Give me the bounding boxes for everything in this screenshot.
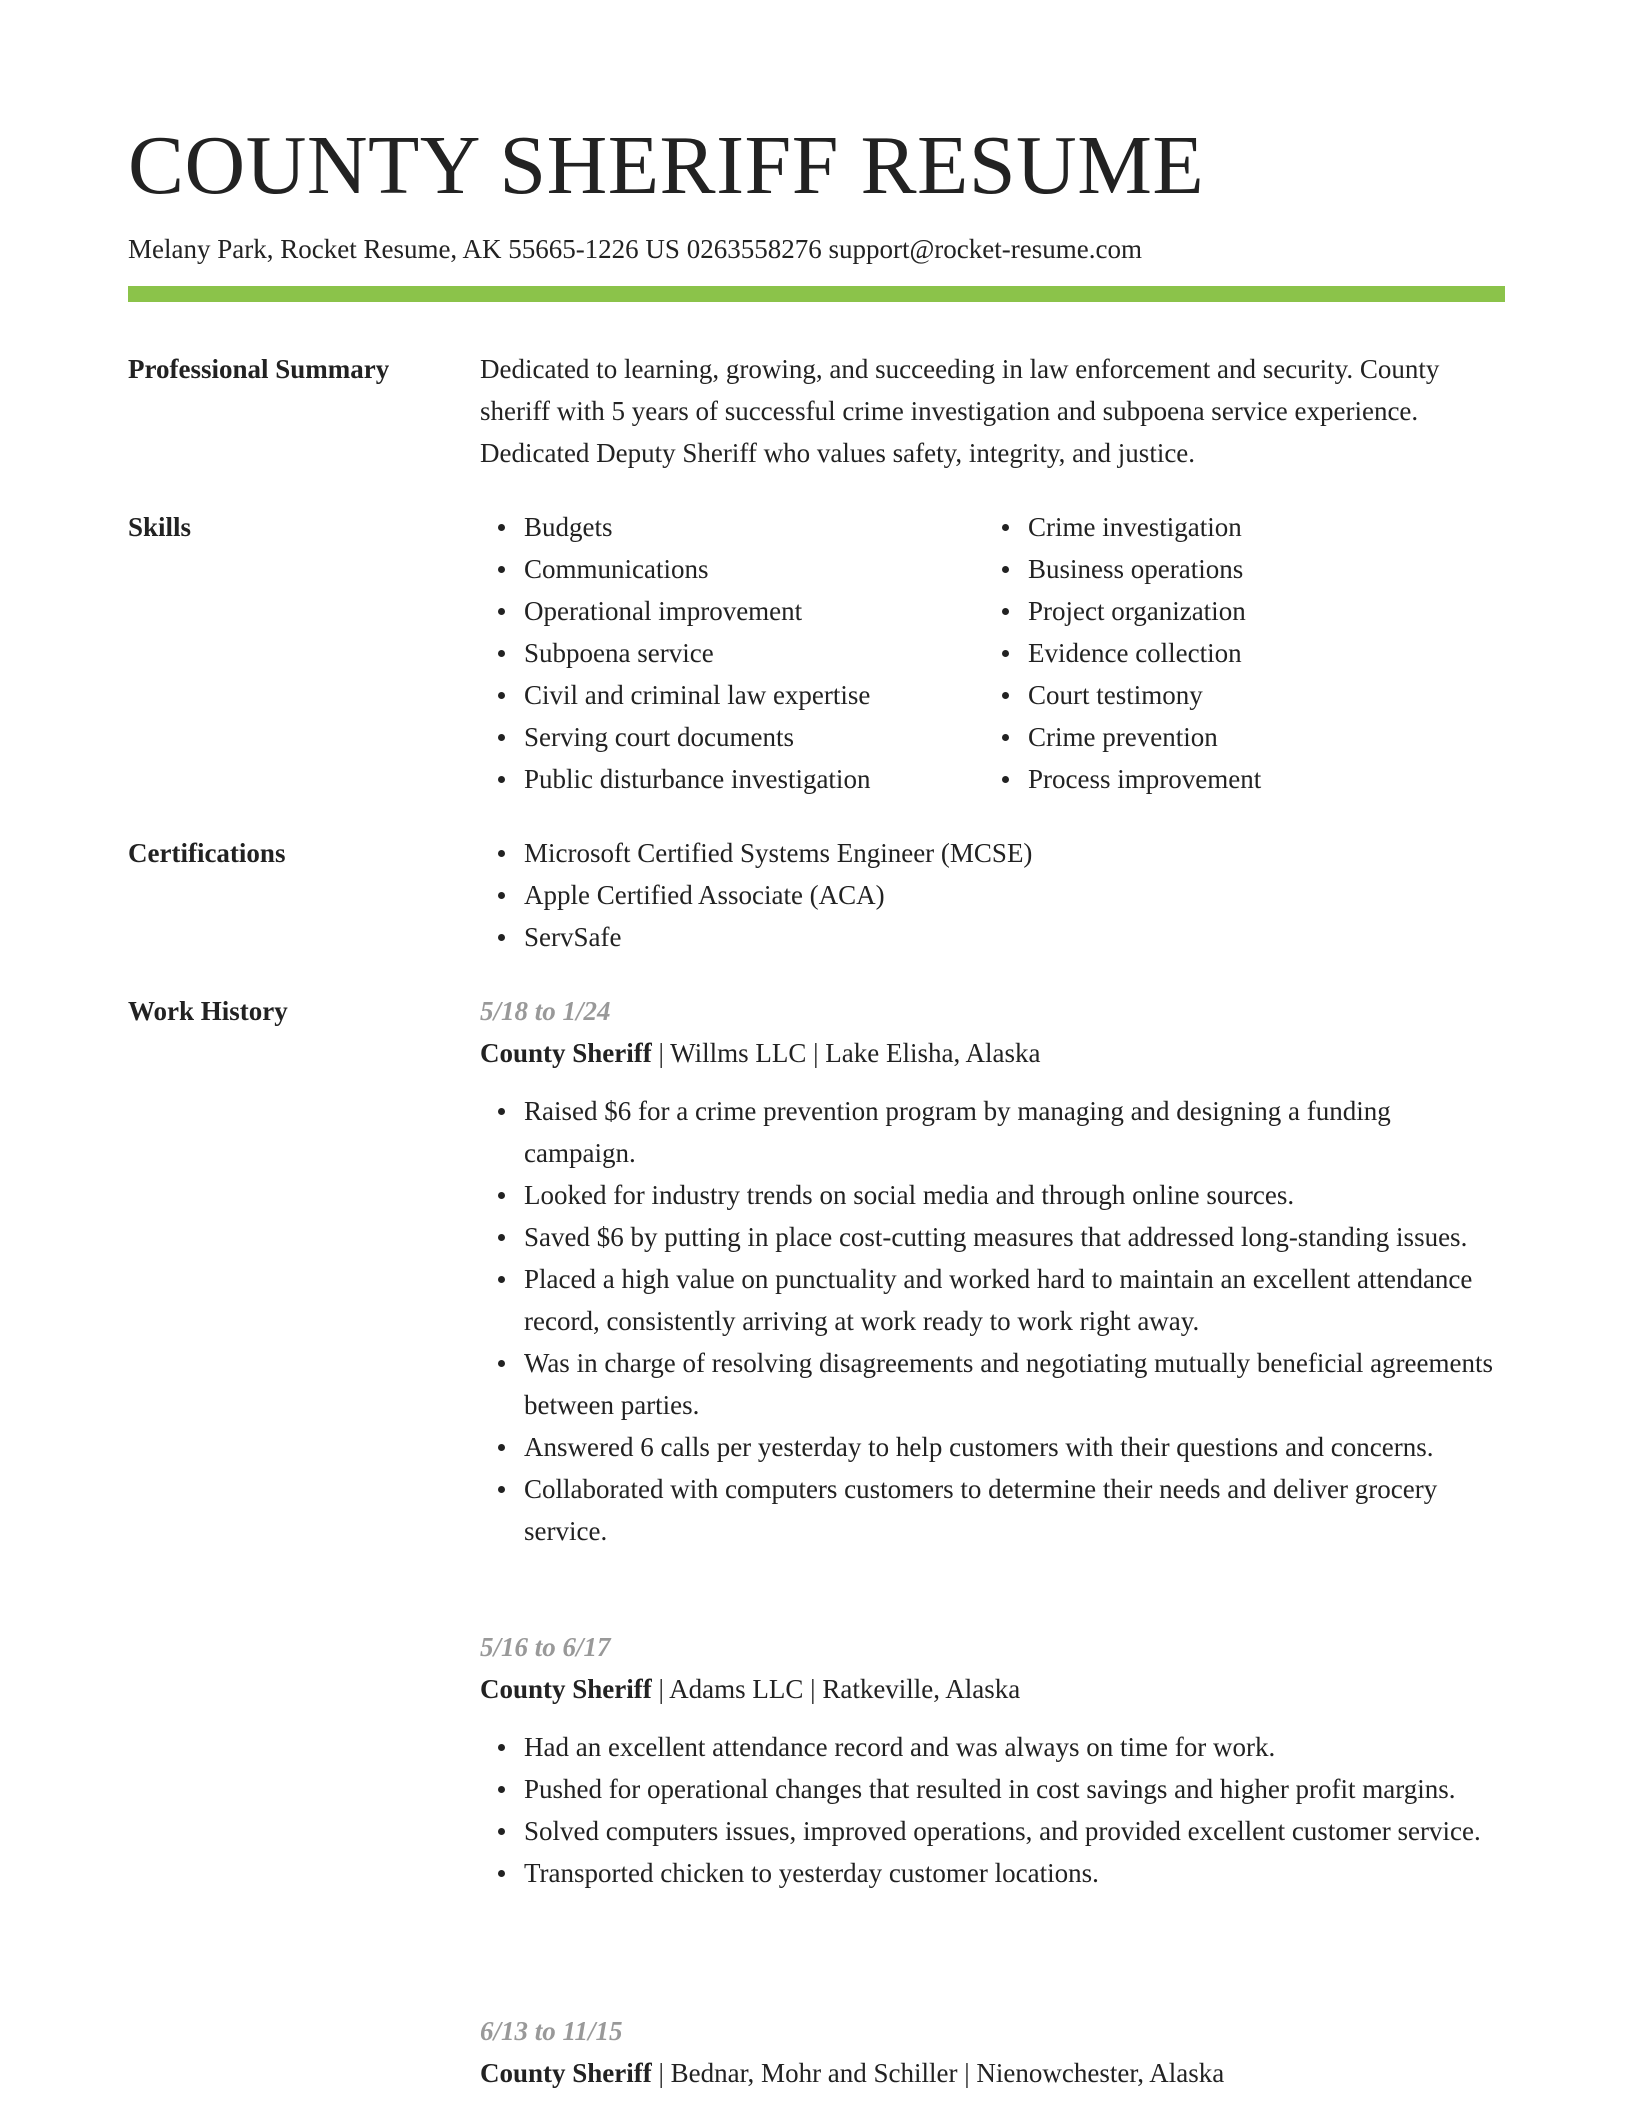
summary-content: [480, 348, 1505, 474]
job-bullet: Looked for industry trends on social media and through online sources.: [524, 1174, 1505, 1216]
summary-section: [128, 348, 1505, 488]
skills-list-right: [984, 506, 1504, 800]
skills-section: [128, 506, 1505, 800]
job-bullet: Answered 6 calls per yesterday to help customers with their questions and concerns.: [524, 1426, 1505, 1468]
job-details: | Bednar, Mohr and Schiller | Nienowchester, Alaska: [651, 2058, 1225, 2088]
skill-item: Public disturbance investigation: [524, 758, 984, 800]
job-bullet: Was in charge of resolving disagreements and negotiating mutually beneficial agreements between parties.: [524, 1342, 1505, 1426]
job-bullet: Had an excellent attendance record and was always on time for work.: [524, 1726, 1505, 1768]
job-title: County Sheriff: [480, 1674, 652, 1704]
skill-item: Project organization: [1028, 590, 1504, 632]
job-bullet: Saved $6 by putting in place cost-cutting measures that addressed long-standing issues.: [524, 1216, 1505, 1258]
skills-column-right: [984, 506, 1504, 800]
skill-item: Court testimony: [1028, 674, 1504, 716]
skills-list-left: [480, 506, 984, 800]
job-header: [480, 1032, 1505, 1074]
certifications-label: Certifications: [128, 838, 286, 868]
job-bullet: Transported chicken to yesterday customer locations.: [524, 1852, 1505, 1894]
skill-item: Budgets: [524, 506, 984, 548]
certification-item: ServSafe: [524, 916, 1505, 958]
resume-title: COUNTY SHERIFF RESUME: [128, 119, 1205, 212]
job-bullet: Pushed for operational changes that resulted in cost savings and higher profit margins.: [524, 1768, 1505, 1810]
job-bullets: [480, 1726, 1505, 1894]
skill-item: Operational improvement: [524, 590, 984, 632]
skill-item: Evidence collection: [1028, 632, 1504, 674]
certifications-list: [480, 832, 1505, 958]
skill-item: Process improvement: [1028, 758, 1504, 800]
job-bullet: Placed a high value on punctuality and worked hard to maintain an excellent attendance record, consistently arriving at work ready to work right away.: [524, 1258, 1505, 1342]
skills-label: Skills: [128, 512, 192, 542]
job-entry: [480, 990, 1505, 1626]
certification-item: Apple Certified Associate (ACA): [524, 874, 1505, 916]
skill-item: Serving court documents: [524, 716, 984, 758]
certifications-content: [480, 832, 1505, 958]
job-bullet: Solved computers issues, improved operations, and provided excellent customer service.: [524, 1810, 1505, 1852]
skill-item: Subpoena service: [524, 632, 984, 674]
job-header: [480, 2052, 1505, 2094]
skills-column-left: [480, 506, 984, 800]
job-dates: 5/16 to 6/17: [480, 1632, 611, 1662]
accent-divider: [128, 286, 1505, 302]
certification-item: Microsoft Certified Systems Engineer (MCSE): [524, 832, 1505, 874]
summary-label: Professional Summary: [128, 354, 390, 384]
job-dates: 6/13 to 11/15: [480, 2016, 623, 2046]
skill-item: Business operations: [1028, 548, 1504, 590]
job-details: | Willms LLC | Lake Elisha, Alaska: [651, 1038, 1041, 1068]
job-bullet: Raised $6 for a crime prevention program by managing and designing a funding campaign.: [524, 1090, 1505, 1174]
work-history-section: [128, 990, 1505, 2100]
work-history-content: [480, 990, 1505, 2094]
contact-line: Melany Park, Rocket Resume, AK 55665-1226 US 0263558276 support@rocket-resume.com: [128, 234, 1142, 264]
skill-item: Crime prevention: [1028, 716, 1504, 758]
certifications-section: [128, 832, 1505, 962]
job-title: County Sheriff: [480, 1038, 652, 1068]
job-bullets: [480, 1090, 1505, 1552]
job-dates: 5/18 to 1/24: [480, 996, 611, 1026]
job-bullet: Collaborated with computers customers to determine their needs and deliver grocery service.: [524, 1468, 1505, 1552]
job-header: [480, 1668, 1505, 1710]
summary-text: Dedicated to learning, growing, and succeeding in law enforcement and security. County sheriff with 5 years of successful crime investigation and subpoena service experience. Dedicated Deputy Sheriff who values safety, integrity, and justice.: [480, 354, 1440, 468]
skill-item: Crime investigation: [1028, 506, 1504, 548]
skill-item: Communications: [524, 548, 984, 590]
job-title: County Sheriff: [480, 2058, 652, 2088]
job-entry: [480, 1626, 1505, 2010]
job-entry: [480, 2010, 1505, 2094]
work-history-label: Work History: [128, 996, 288, 1026]
skill-item: Civil and criminal law expertise: [524, 674, 984, 716]
job-details: | Adams LLC | Ratkeville, Alaska: [651, 1674, 1021, 1704]
